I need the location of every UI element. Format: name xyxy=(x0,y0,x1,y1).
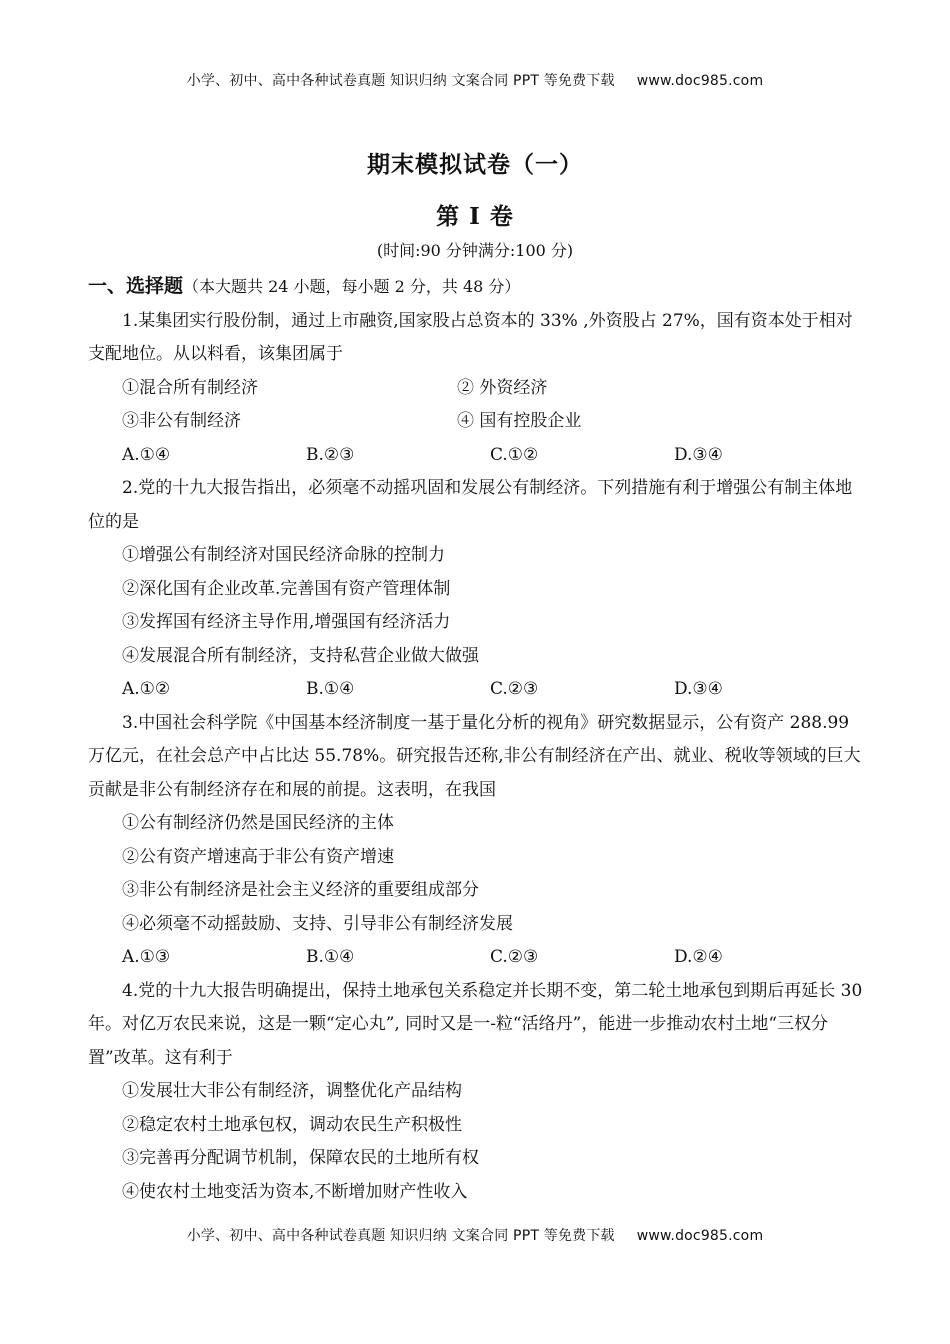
option-item: ④发展混合所有制经济，支持私营企业做大做强 xyxy=(122,645,479,666)
answer-choice: B.②③ xyxy=(306,444,355,465)
option-item: ③发挥国有经济主导作用,增强国有经济活力 xyxy=(122,612,451,632)
option-item: ④使农村土地变活为资本,不断增加财产性收入 xyxy=(122,1181,468,1202)
answer-row xyxy=(88,673,863,707)
answer-choice: C.①② xyxy=(490,444,539,465)
section-note: （本大题共 24 小题，每小题 2 分，共 48 分） xyxy=(183,277,521,296)
option-item: ②深化国有企业改革.完善国有资产管理体制 xyxy=(122,578,451,599)
answer-choice: A.①③ xyxy=(122,947,171,967)
option-item: ④ 国有控股企业 xyxy=(457,411,582,431)
footer-text: 小学、初中、高中各种试卷真题 知识归纳 文案合同 PPT 等免费下载 xyxy=(186,1228,615,1244)
answer-row xyxy=(88,941,863,975)
exam-timing: (时间:90 分钟满分:100 分) xyxy=(376,241,574,260)
option-item: ②稳定农村土地承包权，调动农民生产积极性 xyxy=(122,1114,462,1135)
question-stem: 1.某集团实行股份制，通过上市融资,国家股占总资本的 33% ,外资股占 27%，国有资本处于相对支配地位。从以料看，该集团属于 xyxy=(88,310,853,364)
option-row xyxy=(88,405,863,439)
option-item: ②公有资产增速高于非公有资产增速 xyxy=(122,846,394,867)
exam-content xyxy=(88,270,863,1209)
question-stem: 4.党的十九大报告明确提出，保持土地承包关系稳定并长期不变，第二轮土地承包到期后再延长 30 年。对亿万农民来说，这是一颗“定心丸”, 同时又是一-粒“活络丹”，能进一步推动农村土地“三权分置”改革。这有利于 xyxy=(88,980,863,1068)
answer-choice: D.②④ xyxy=(674,947,723,967)
answer-choice: B.①④ xyxy=(306,679,355,699)
option-item: ③非公有制经济 xyxy=(122,411,241,431)
page-footer xyxy=(0,1225,950,1245)
option-item: ①公有制经济仍然是国民经济的主体 xyxy=(122,813,394,833)
option-item: ①增强公有制经济对国民经济命脉的控制力 xyxy=(122,545,445,565)
option-item: ② 外资经济 xyxy=(457,377,548,398)
header-text: 小学、初中、高中各种试卷真题 知识归纳 文案合同 PPT 等免费下载 xyxy=(186,73,615,89)
answer-choice: D.③④ xyxy=(674,444,723,465)
page-header xyxy=(0,70,950,90)
option-item: ④必须毫不动摇鼓励、支持、引导非公有制经济发展 xyxy=(122,913,513,934)
answer-row xyxy=(88,439,863,473)
answer-choice: A.①④ xyxy=(122,444,171,465)
answer-choice: C.②③ xyxy=(490,679,539,699)
option-item: ③非公有制经济是社会主义经济的重要组成部分 xyxy=(122,880,479,900)
volume-title: 第 I 卷 xyxy=(436,203,514,230)
exam-title: 期末模拟试卷（一） xyxy=(367,151,583,178)
section-title: 一、选择题 xyxy=(88,275,184,297)
option-item: ①发展壮大非公有制经济，调整优化产品结构 xyxy=(122,1081,462,1101)
question-stem: 3.中国社会科学院《中国基本经济制度一基于量化分析的视角》研究数据显示，公有资产 288.99 万亿元，在社会总产中占比达 55.78%。研究报告还称,非公有制经济在产出、就业、税收等领域的巨大贡献是非公有制经济存在和展的前提。这表明，在我国 xyxy=(88,712,861,800)
answer-choice: A.①② xyxy=(122,679,171,699)
option-item: ①混合所有制经济 xyxy=(122,377,258,398)
footer-site-link[interactable]: www.doc985.com xyxy=(636,1228,764,1244)
section-heading xyxy=(88,270,863,305)
question-stem: 2.党的十九大报告指出，必须毫不动摇巩固和发展公有制经济。下列措施有利于增强公有制主体地位的是 xyxy=(88,478,853,532)
option-row xyxy=(88,372,863,406)
header-site-link[interactable]: www.doc985.com xyxy=(636,73,764,89)
option-item: ③完善再分配调节机制，保障农民的土地所有权 xyxy=(122,1148,479,1168)
answer-choice: D.③④ xyxy=(674,679,723,699)
answer-choice: B.①④ xyxy=(306,947,355,967)
answer-choice: C.②③ xyxy=(490,947,539,967)
